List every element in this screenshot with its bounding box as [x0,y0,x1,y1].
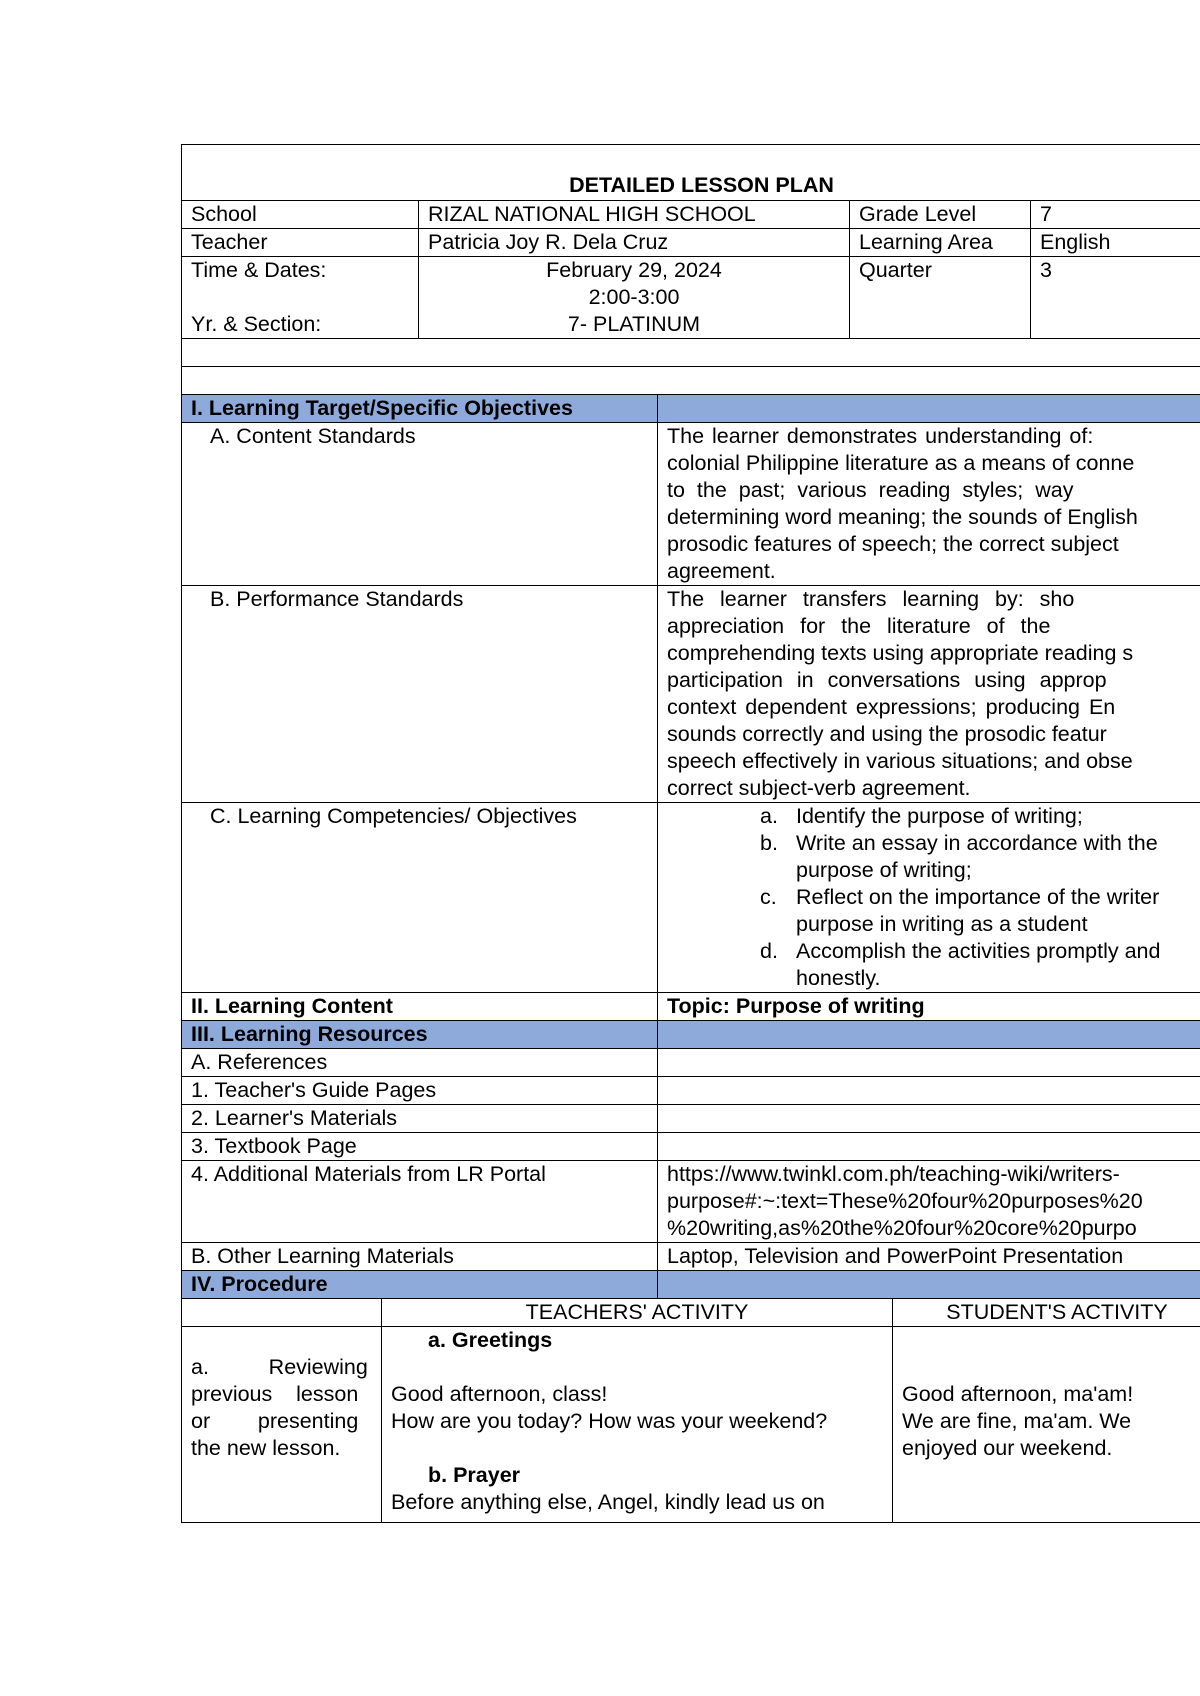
references-label: A. References [182,1049,658,1077]
time-section-values [419,257,850,339]
student-response-line: We are fine, ma'am. We [902,1409,1132,1433]
objective-letter: c. [760,885,777,909]
content-table [181,394,1200,1299]
teachers-guide-value [658,1077,1200,1105]
content-standards-line: prosodic features of speech; the correct subject [667,532,1119,556]
grade-level-label: Grade Level [850,201,1031,229]
quarter-label: Quarter [850,257,1031,339]
time-dates-label: Time & Dates: [191,258,327,282]
teacher-value: Patricia Joy R. Dela Cruz [419,229,850,257]
prayer-instruction: Before anything else, Angel, kindly lead us on [391,1490,825,1514]
greetings-heading: a. Greetings [428,1328,553,1352]
performance-standards-label: B. Performance Standards [182,586,658,803]
textbook-value [658,1133,1200,1161]
prayer-heading: b. Prayer [428,1463,521,1487]
procedure-step-line: or presenting [191,1409,359,1433]
performance-standards-line: appreciation for the literature of the [667,614,1051,638]
school-label: School [182,201,419,229]
procedure-heading-blank [658,1271,1200,1299]
spacer-row [182,367,1200,395]
objectives-heading-blank [658,395,1200,423]
performance-standards-line: The learner transfers learning by: sho [667,587,1075,611]
content-standards-label: A. Content Standards [182,423,658,586]
procedure-step-header [182,1299,382,1327]
additional-materials-link[interactable] [658,1161,1200,1243]
objective-text: Write an essay in accordance with the [796,831,1158,855]
section-label: Yr. & Section: [191,312,322,336]
performance-standards-line: sounds correctly and using the prosodic featur [667,722,1107,746]
date-value: February 29, 2024 [546,258,722,282]
teachers-activity-header: TEACHERS' ACTIVITY [382,1299,893,1327]
objectives-heading: I. Learning Target/Specific Objectives [182,395,658,423]
other-materials-value: Laptop, Television and PowerPoint Presentation [658,1243,1200,1271]
objective-letter: b. [760,831,778,855]
objective-text: Reflect on the importance of the writer [796,885,1160,909]
procedure-step-line: the new lesson. [191,1436,341,1460]
learning-area-value: English [1031,229,1200,257]
teachers-activity [382,1327,893,1523]
learners-materials-label: 2. Learner's Materials [182,1105,658,1133]
additional-materials-line: https://www.twinkl.com.ph/teaching-wiki/writers- [667,1162,1120,1186]
content-standards-line: determining word meaning; the sounds of English [667,505,1138,529]
teacher-label: Teacher [182,229,419,257]
teacher-question: How are you today? How was your weekend? [391,1409,828,1433]
performance-standards-line: participation in conversations using approp [667,668,1107,692]
performance-standards-line: speech effectively in various situations; and obse [667,749,1133,773]
students-activity-header: STUDENT'S ACTIVITY [893,1299,1200,1327]
objective-text: purpose of writing; [796,858,972,882]
learning-resources-heading: III. Learning Resources [182,1021,658,1049]
additional-materials-line: purpose#:~:text=These%20four%20purposes%20 [667,1189,1143,1213]
objective-letter: a. [760,804,778,828]
student-response-line: Good afternoon, ma'am! [902,1382,1134,1406]
learning-resources-blank [658,1021,1200,1049]
competencies-label: C. Learning Competencies/ Objectives [182,803,658,993]
objective-item [760,938,1200,992]
content-standards-text [658,423,1200,586]
time-value: 2:00-3:00 [588,285,680,309]
spacer-row [182,339,1200,367]
objectives-list [658,803,1200,992]
time-section-labels [182,257,419,339]
objective-text: honestly. [796,966,881,990]
objective-text: Identify the purpose of writing; [796,804,1083,828]
learning-content-heading: II. Learning Content [182,993,658,1021]
learners-materials-value [658,1105,1200,1133]
performance-standards-line: comprehending texts using appropriate reading s [667,641,1134,665]
topic: Topic: Purpose of writing [658,993,1200,1021]
performance-standards-text [658,586,1200,803]
school-value: RIZAL NATIONAL HIGH SCHOOL [419,201,850,229]
procedure-step-line: previous lesson [191,1382,359,1406]
section-value: 7- PLATINUM [567,312,701,336]
performance-standards-line: correct subject-verb agreement. [667,776,971,800]
objective-item [760,803,1200,830]
grade-level-value: 7 [1031,201,1200,229]
additional-materials-line: %20writing,as%20the%20four%20core%20purpo [667,1216,1137,1240]
student-response-line: enjoyed our weekend. [902,1436,1113,1460]
procedure-step-line: a. Reviewing [191,1355,368,1379]
objective-letter: d. [760,939,778,963]
competencies-objectives [658,803,1200,993]
content-standards-line: to the past; various reading styles; way [667,478,1074,502]
teacher-greeting: Good afternoon, class! [391,1382,608,1406]
references-value [658,1049,1200,1077]
students-activity [893,1327,1200,1523]
performance-standards-line: context dependent expressions; producing En [667,695,1116,719]
teachers-guide-label: 1. Teacher's Guide Pages [182,1077,658,1105]
objective-item [760,884,1200,938]
objective-text: Accomplish the activities promptly and [796,939,1161,963]
procedure-heading: IV. Procedure [182,1271,658,1299]
content-standards-line: colonial Philippine literature as a means of conne [667,451,1135,475]
learning-area-label: Learning Area [850,229,1031,257]
additional-materials-label: 4. Additional Materials from LR Portal [182,1161,658,1243]
document-title: DETAILED LESSON PLAN [182,145,1200,201]
quarter-value: 3 [1031,257,1200,339]
textbook-label: 3. Textbook Page [182,1133,658,1161]
other-materials-label: B. Other Learning Materials [182,1243,658,1271]
content-standards-line: The learner demonstrates understanding of: [667,424,1094,448]
procedure-step [182,1327,382,1523]
objective-item [760,830,1200,884]
objective-text: purpose in writing as a student [796,912,1088,936]
procedure-table [181,1298,1200,1523]
header-table [181,144,1200,395]
lesson-plan-page [181,144,1200,1554]
content-standards-line: agreement. [667,559,776,583]
